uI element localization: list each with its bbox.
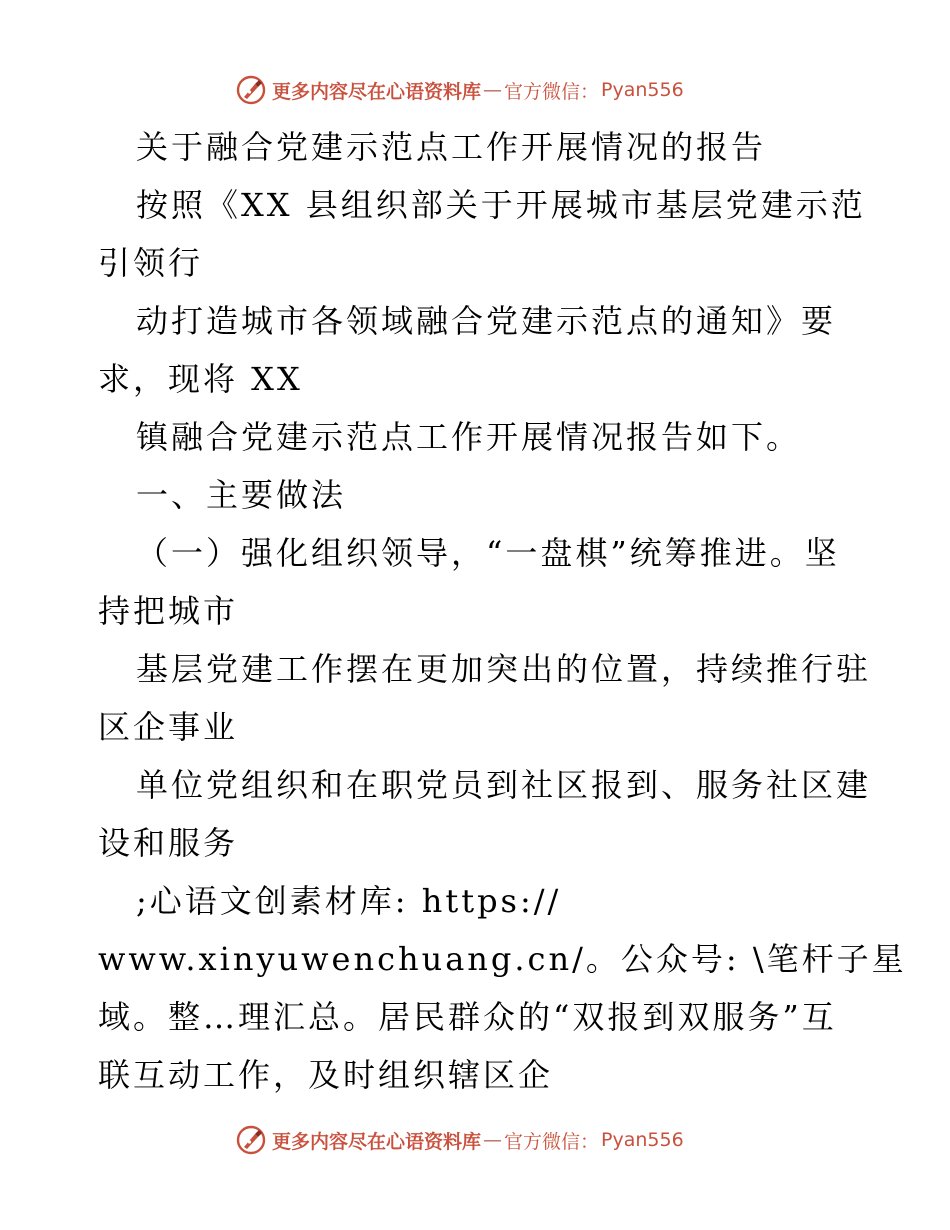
footer-watermark-banner [236, 1123, 716, 1157]
pen-nib-logo-icon [236, 75, 266, 105]
body-line: 设和服务 [98, 824, 239, 862]
body-line: www.xinyuwenchuang.cn/。公众号: \笔杆子星 [98, 940, 907, 978]
document-title: 关于融合党建示范点工作开展情况的报告 [136, 128, 767, 166]
body-line: ;心语文创素材库: https:// [136, 882, 562, 920]
body-line: 求，现将 XX [98, 360, 303, 398]
banner-official-label: 官方微信： [504, 80, 600, 103]
body-line: 联互动工作，及时组织辖区企 [98, 1056, 554, 1094]
pen-nib-logo-icon [236, 1125, 266, 1155]
banner-official-label: 官方微信： [504, 1130, 600, 1153]
body-line: 按照《XX 县组织部关于开展城市基层党建示范 [136, 186, 866, 224]
banner-wechat-id: Pyan556 [601, 1129, 684, 1151]
body-line: 区企事业 [98, 708, 239, 746]
banner-separator: — [483, 1129, 503, 1151]
body-line: 引领行 [98, 244, 204, 282]
subsection-heading: （一）强化组织领导，“一盘棋”统筹推进。坚 [136, 534, 840, 572]
body-line: 基层党建工作摆在更加突出的位置，持续推行驻 [136, 650, 872, 688]
document-body [98, 118, 907, 1104]
body-line: 动打造城市各领域融合党建示范点的通知》要 [136, 302, 837, 340]
header-watermark-banner [236, 73, 716, 107]
banner-wechat-id: Pyan556 [601, 79, 684, 101]
body-line: 单位党组织和在职党员到社区报到、服务社区建 [136, 766, 872, 804]
banner-brand-text: 更多内容尽在心语资料库 [272, 1130, 482, 1153]
body-line: 镇融合党建示范点工作开展情况报告如下。 [136, 418, 802, 456]
body-line: 持把城市 [98, 592, 239, 630]
banner-separator: — [483, 79, 503, 101]
body-line: 域。整…理汇总。居民群众的“双报到双服务”互 [98, 998, 837, 1036]
section-heading: 一、主要做法 [136, 476, 347, 514]
banner-brand-text: 更多内容尽在心语资料库 [272, 80, 482, 103]
